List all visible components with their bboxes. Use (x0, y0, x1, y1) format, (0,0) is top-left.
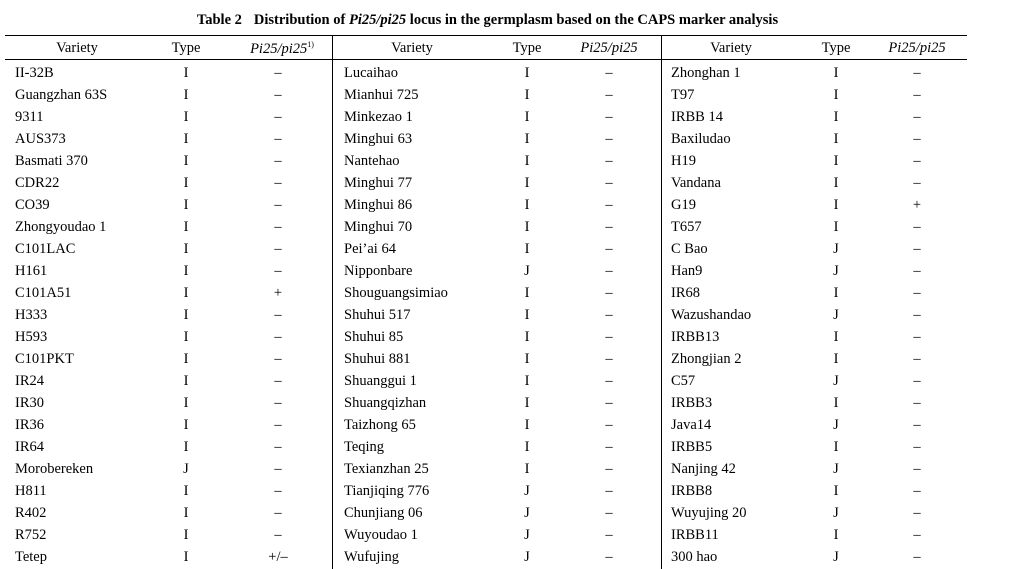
type-cell: I (524, 87, 530, 103)
variety-cell: IRBB11 (671, 527, 719, 543)
variety-cell: Wufujing (344, 549, 399, 565)
allele-cell: – (605, 197, 613, 213)
allele-cell: – (605, 87, 613, 103)
variety-cell: IR64 (15, 439, 44, 455)
allele-cell: – (605, 461, 613, 477)
allele-cell: – (274, 351, 282, 367)
allele-cell: – (605, 549, 613, 565)
allele-cell: – (274, 461, 282, 477)
variety-cell: IR30 (15, 395, 44, 411)
variety-cell: AUS373 (15, 131, 66, 147)
allele-cell: – (605, 505, 613, 521)
variety-cell: Nanjing 42 (671, 461, 736, 477)
allele-cell: – (913, 285, 921, 301)
variety-cell: H19 (671, 153, 696, 169)
variety-cell: 9311 (15, 109, 44, 125)
top-rule (5, 35, 967, 36)
variety-cell: Basmati 370 (15, 153, 88, 169)
type-cell: J (183, 461, 189, 477)
variety-cell: 300 hao (671, 549, 718, 565)
variety-cell: Guangzhan 63S (15, 87, 108, 103)
variety-cell: Lucaihao (344, 65, 398, 81)
table-caption (0, 12, 975, 29)
column-divider-1 (332, 36, 333, 569)
variety-cell: Shuhui 881 (344, 351, 411, 367)
type-cell: I (833, 329, 839, 345)
type-cell: I (833, 527, 839, 543)
type-cell: J (524, 483, 530, 499)
allele-cell: + (273, 285, 283, 301)
type-cell: J (524, 527, 530, 543)
allele-cell: – (913, 241, 921, 257)
type-cell: I (183, 549, 189, 565)
type-cell: I (524, 285, 530, 301)
variety-cell: T97 (671, 87, 695, 103)
variety-cell: CO39 (15, 197, 50, 213)
variety-cell: Zhongjian 2 (671, 351, 742, 367)
allele-cell: – (605, 439, 613, 455)
variety-cell: Shuhui 517 (344, 307, 411, 323)
allele-cell: – (913, 87, 921, 103)
type-cell: J (524, 505, 530, 521)
variety-cell: Han9 (671, 263, 703, 279)
variety-cell: CDR22 (15, 175, 60, 191)
variety-cell: Zhongyoudao 1 (15, 219, 107, 235)
footnote-mark: 1) (307, 40, 314, 49)
type-cell: I (183, 65, 189, 81)
type-cell: J (833, 505, 839, 521)
allele-cell: – (605, 417, 613, 433)
type-cell: I (524, 351, 530, 367)
allele-cell: – (274, 153, 282, 169)
allele-cell: – (913, 131, 921, 147)
variety-cell: Pei’ai 64 (344, 241, 396, 257)
caption-gene: Pi25/pi25 (348, 12, 407, 28)
allele-cell: – (274, 527, 282, 543)
type-cell: I (833, 65, 839, 81)
variety-cell: IRBB3 (671, 395, 713, 411)
variety-cell: C101PKT (15, 351, 74, 367)
allele-cell: – (605, 65, 613, 81)
type-cell: I (524, 131, 530, 147)
variety-cell: Minghui 77 (344, 175, 413, 191)
type-cell: I (183, 153, 189, 169)
header-type-2: Type (512, 40, 542, 56)
variety-cell: Tianjiqing 776 (344, 483, 430, 499)
variety-cell: Java14 (671, 417, 712, 433)
type-cell: I (524, 109, 530, 125)
allele-cell: – (913, 549, 921, 565)
allele-cell: – (605, 131, 613, 147)
allele-cell: – (274, 307, 282, 323)
variety-cell: R752 (15, 527, 47, 543)
type-cell: I (183, 109, 189, 125)
type-cell: I (183, 307, 189, 323)
header-allele-3: Pi25/pi25 (888, 40, 946, 56)
allele-cell: – (913, 219, 921, 235)
header-variety-3: Variety (710, 40, 752, 56)
type-cell: I (524, 65, 530, 81)
type-cell: I (833, 439, 839, 455)
type-cell: I (833, 109, 839, 125)
type-cell: I (524, 439, 530, 455)
variety-cell: Wuyujing 20 (671, 505, 747, 521)
type-cell: I (833, 153, 839, 169)
type-cell: I (833, 131, 839, 147)
variety-cell: Vandana (671, 175, 721, 191)
type-cell: J (833, 461, 839, 477)
variety-cell: IRBB5 (671, 439, 713, 455)
allele-cell: – (274, 439, 282, 455)
variety-cell: Baxiludao (671, 131, 731, 147)
type-cell: I (183, 395, 189, 411)
allele-cell: – (274, 263, 282, 279)
variety-cell: Morobereken (15, 461, 94, 477)
type-cell: J (524, 549, 530, 565)
type-cell: I (524, 461, 530, 477)
allele-cell: – (605, 329, 613, 345)
type-cell: I (833, 197, 839, 213)
allele-cell: – (913, 483, 921, 499)
type-cell: I (833, 175, 839, 191)
type-cell: I (833, 395, 839, 411)
allele-cell: – (913, 527, 921, 543)
allele-cell: – (913, 505, 921, 521)
type-cell: I (183, 219, 189, 235)
allele-cell: – (605, 307, 613, 323)
type-cell: I (183, 263, 189, 279)
variety-cell: Taizhong 65 (344, 417, 416, 433)
type-cell: J (833, 241, 839, 257)
type-cell: I (183, 373, 189, 389)
allele-cell: – (605, 285, 613, 301)
type-cell: J (833, 373, 839, 389)
header-variety-1: Variety (56, 40, 98, 56)
type-cell: I (183, 527, 189, 543)
allele-cell: – (274, 373, 282, 389)
caption-text-pre: Distribution of (253, 12, 349, 28)
type-cell: I (183, 417, 189, 433)
allele-cell: – (913, 439, 921, 455)
variety-cell: Minghui 63 (344, 131, 413, 147)
variety-cell: H333 (15, 307, 48, 323)
variety-cell: Texianzhan 25 (344, 461, 429, 477)
variety-cell: Wazushandao (671, 307, 752, 323)
type-cell: I (524, 329, 530, 345)
type-cell: I (524, 307, 530, 323)
column-divider-2 (661, 36, 662, 569)
header-type-1: Type (171, 40, 201, 56)
variety-cell: Chunjiang 06 (344, 505, 423, 521)
variety-cell: IRBB 14 (671, 109, 723, 125)
type-cell: J (833, 307, 839, 323)
type-cell: I (183, 483, 189, 499)
type-cell: I (833, 351, 839, 367)
type-cell: I (183, 505, 189, 521)
allele-cell: – (913, 109, 921, 125)
type-cell: I (183, 329, 189, 345)
variety-cell: H811 (15, 483, 47, 499)
allele-cell: – (913, 461, 921, 477)
allele-cell: – (274, 505, 282, 521)
allele-cell: – (605, 483, 613, 499)
allele-cell: – (605, 351, 613, 367)
allele-cell: – (913, 417, 921, 433)
variety-cell: Shouguangsimiao (344, 285, 448, 301)
allele-cell: – (274, 87, 282, 103)
header-allele-1: Pi25/pi25$^{1)}$ (250, 40, 314, 57)
allele-cell: – (605, 527, 613, 543)
variety-cell: II-32B (15, 65, 54, 81)
type-cell: I (183, 241, 189, 257)
allele-cell: – (274, 329, 282, 345)
variety-cell: IRBB13 (671, 329, 720, 345)
allele-cell: – (274, 417, 282, 433)
allele-cell: – (913, 263, 921, 279)
type-cell: I (833, 483, 839, 499)
allele-cell: – (913, 329, 921, 345)
variety-cell: C Bao (671, 241, 708, 257)
type-cell: I (833, 219, 839, 235)
variety-cell: IR68 (671, 285, 700, 301)
variety-cell: IRBB8 (671, 483, 713, 499)
variety-cell: Shuhui 85 (344, 329, 404, 345)
allele-cell: – (913, 175, 921, 191)
allele-cell: – (274, 175, 282, 191)
variety-cell: Tetep (15, 549, 47, 565)
header-variety-2: Variety (391, 40, 433, 56)
type-cell: I (183, 285, 189, 301)
type-cell: I (183, 175, 189, 191)
type-cell: I (524, 373, 530, 389)
type-cell: I (183, 439, 189, 455)
variety-cell: Shuangqizhan (344, 395, 427, 411)
allele-cell: – (913, 351, 921, 367)
type-cell: I (183, 197, 189, 213)
variety-cell: C101LAC (15, 241, 76, 257)
type-cell: J (524, 263, 530, 279)
variety-cell: Mianhui 725 (344, 87, 419, 103)
variety-cell: Wuyoudao 1 (344, 527, 418, 543)
allele-cell: + (912, 197, 922, 213)
variety-cell: T657 (671, 219, 702, 235)
allele-cell: – (605, 373, 613, 389)
allele-cell: – (274, 197, 282, 213)
allele-cell: – (605, 153, 613, 169)
allele-cell: – (274, 109, 282, 125)
variety-cell: C57 (671, 373, 696, 389)
variety-cell: Minghui 86 (344, 197, 413, 213)
header-rule (5, 59, 967, 60)
allele-cell: – (605, 175, 613, 191)
type-cell: I (524, 175, 530, 191)
allele-cell: – (274, 65, 282, 81)
allele-cell: – (274, 219, 282, 235)
variety-cell: G19 (671, 197, 696, 213)
allele-cell: – (913, 65, 921, 81)
allele-cell: – (913, 307, 921, 323)
allele-cell: – (274, 395, 282, 411)
allele-cell: – (274, 241, 282, 257)
allele-cell: – (605, 109, 613, 125)
type-cell: J (833, 263, 839, 279)
allele-cell: – (913, 373, 921, 389)
table-number: Table 2 (196, 12, 242, 28)
type-cell: I (524, 241, 530, 257)
variety-cell: IR24 (15, 373, 44, 389)
variety-cell: Nipponbare (344, 263, 413, 279)
allele-cell: – (274, 131, 282, 147)
allele-cell: – (605, 241, 613, 257)
type-cell: I (524, 219, 530, 235)
type-cell: I (524, 417, 530, 433)
header-type-3: Type (821, 40, 851, 56)
allele-cell: – (605, 395, 613, 411)
variety-cell: Minkezao 1 (344, 109, 413, 125)
type-cell: I (183, 351, 189, 367)
variety-cell: H593 (15, 329, 48, 345)
variety-cell: Zhonghan 1 (671, 65, 741, 81)
variety-cell: H161 (15, 263, 48, 279)
caption-text-post: locus in the germplasm based on the CAPS marker analysis (406, 12, 779, 28)
allele-cell: – (605, 263, 613, 279)
allele-cell: – (913, 395, 921, 411)
type-cell: J (833, 549, 839, 565)
type-cell: I (183, 131, 189, 147)
variety-cell: R402 (15, 505, 47, 521)
variety-cell: Shuanggui 1 (344, 373, 417, 389)
type-cell: J (833, 417, 839, 433)
header-allele-2: Pi25/pi25 (580, 40, 638, 56)
allele-cell: – (605, 219, 613, 235)
variety-cell: Minghui 70 (344, 219, 413, 235)
type-cell: I (833, 87, 839, 103)
type-cell: I (524, 153, 530, 169)
allele-cell: – (913, 153, 921, 169)
variety-cell: IR36 (15, 417, 44, 433)
allele-cell: – (274, 483, 282, 499)
allele-cell: +/– (268, 549, 288, 565)
type-cell: I (524, 395, 530, 411)
type-cell: I (183, 87, 189, 103)
variety-cell: Nantehao (344, 153, 400, 169)
type-cell: I (524, 197, 530, 213)
variety-cell: C101A51 (15, 285, 72, 301)
type-cell: I (833, 285, 839, 301)
variety-cell: Teqing (344, 439, 385, 455)
